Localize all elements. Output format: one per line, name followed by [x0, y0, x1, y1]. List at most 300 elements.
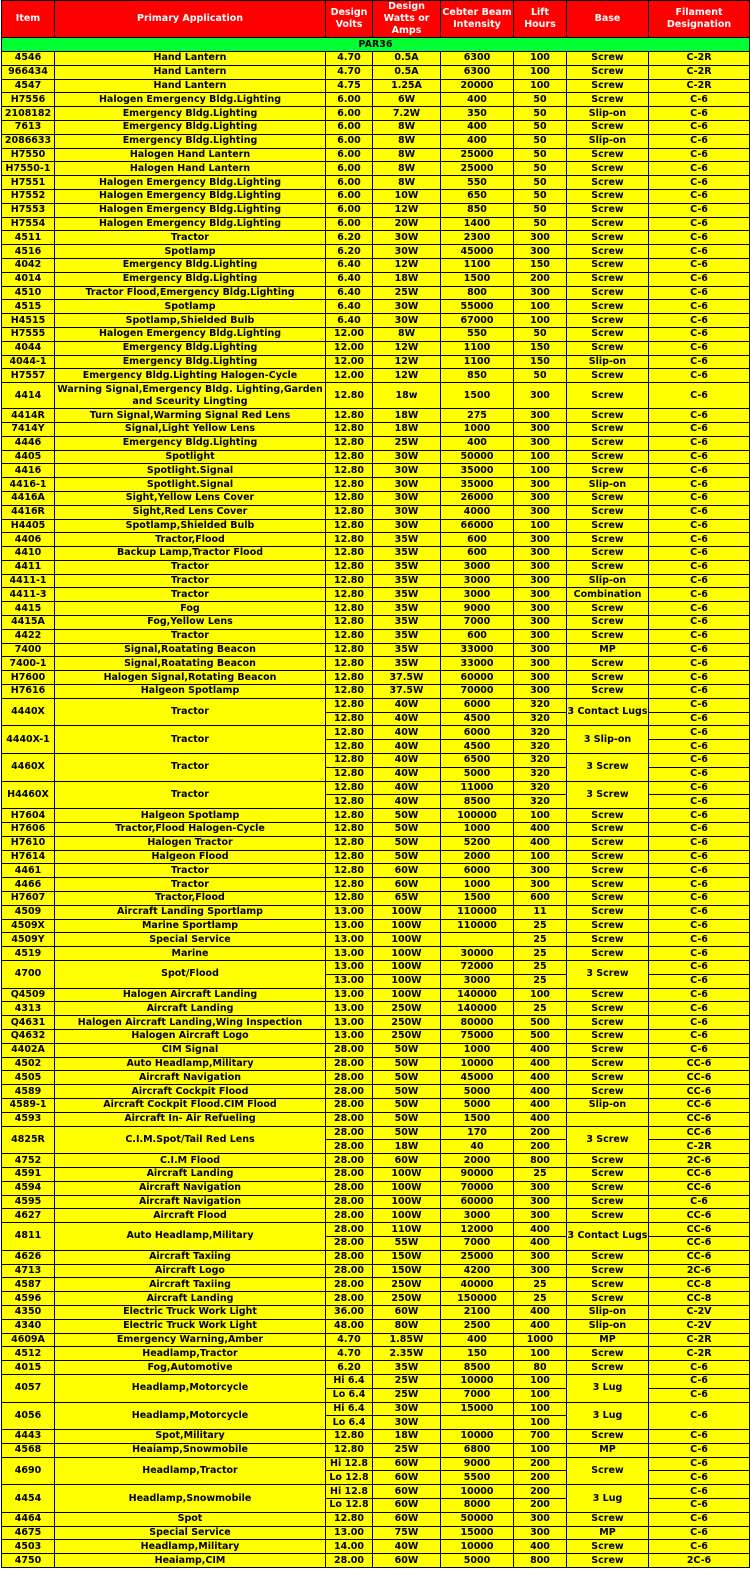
watts-cell: 60W: [373, 864, 441, 878]
item-cell: 4411-3: [2, 588, 55, 602]
item-cell: 4509: [2, 905, 55, 919]
watts-cell: 25W: [373, 1388, 441, 1402]
filament-cell: CC-6: [649, 1209, 750, 1223]
filament-cell: C-6: [649, 355, 750, 369]
table-row: [2, 1485, 750, 1499]
watts-cell: 20W: [373, 217, 441, 231]
intensity-cell: 3000: [441, 574, 514, 588]
base-cell: Screw: [567, 657, 649, 671]
header-filament: Filament Designation: [649, 1, 750, 38]
hours-cell: 25: [514, 1002, 567, 1016]
application-cell: Tractor: [55, 231, 326, 245]
item-cell: 4416: [2, 464, 55, 478]
item-cell: 4416R: [2, 505, 55, 519]
table-row: [2, 52, 750, 66]
item-cell: H7557: [2, 369, 55, 383]
volts-cell: 28.00: [326, 1085, 373, 1099]
table-row: [2, 919, 750, 933]
base-cell: Slip-on: [567, 355, 649, 369]
hours-cell: 80: [514, 1361, 567, 1375]
filament-cell: C-6: [649, 464, 750, 478]
table-row: [2, 850, 750, 864]
intensity-cell: 1500: [441, 383, 514, 409]
item-cell: 4440X-1: [2, 726, 55, 754]
volts-cell: 12.80: [326, 698, 373, 712]
filament-cell: C-6: [649, 643, 750, 657]
watts-cell: 50W: [373, 809, 441, 823]
application-cell: Aircraft Taxiing: [55, 1278, 326, 1292]
intensity-cell: 35000: [441, 464, 514, 478]
base-cell: Screw: [567, 1071, 649, 1085]
table-row: [2, 286, 750, 300]
application-cell: Spotlight.Signal: [55, 478, 326, 492]
filament-cell: 2C-6: [649, 1264, 750, 1278]
item-cell: H7606: [2, 823, 55, 837]
table-row: [2, 1098, 750, 1112]
table-row: [2, 1374, 750, 1388]
item-cell: 4503: [2, 1540, 55, 1554]
item-cell: 4405: [2, 450, 55, 464]
application-cell: Marine Sportlamp: [55, 919, 326, 933]
application-cell: Tractor,Flood Halogen-Cycle: [55, 823, 326, 837]
application-cell: Headlamp,Snowmobile: [55, 1485, 326, 1513]
intensity-cell: 10000: [441, 1057, 514, 1071]
item-cell: 4505: [2, 1071, 55, 1085]
intensity-cell: 4200: [441, 1264, 514, 1278]
watts-cell: 30W: [373, 464, 441, 478]
hours-cell: 300: [514, 547, 567, 561]
base-cell: Screw: [567, 383, 649, 409]
item-cell: 4015: [2, 1361, 55, 1375]
application-cell: Emergency Bldg.Lighting: [55, 272, 326, 286]
table-row: [2, 148, 750, 162]
base-cell: Screw: [567, 809, 649, 823]
application-cell: Turn Signal,Warming Signal Red Lens: [55, 409, 326, 423]
filament-cell: C-6: [649, 547, 750, 561]
hours-cell: 500: [514, 1016, 567, 1030]
item-cell: 4811: [2, 1223, 55, 1251]
volts-cell: 6.40: [326, 314, 373, 328]
watts-cell: 100W: [373, 919, 441, 933]
item-cell: 2086633: [2, 134, 55, 148]
watts-cell: 30W: [373, 478, 441, 492]
base-cell: 3 Contact Lugs: [567, 698, 649, 726]
intensity-cell: 2100: [441, 1305, 514, 1319]
filament-cell: C-6: [649, 1499, 750, 1513]
hours-cell: 300: [514, 616, 567, 630]
application-cell: Hand Lantern: [55, 79, 326, 93]
volts-cell: 12.80: [326, 657, 373, 671]
item-cell: H7554: [2, 217, 55, 231]
application-cell: Aircraft Logo: [55, 1264, 326, 1278]
header-design-watts: Design Watts or Amps: [373, 1, 441, 38]
intensity-cell: 400: [441, 1333, 514, 1347]
filament-cell: C-6: [649, 767, 750, 781]
watts-cell: 8W: [373, 176, 441, 190]
header-base: Base: [567, 1, 649, 38]
item-cell: H4405: [2, 519, 55, 533]
hours-cell: 100: [514, 1374, 567, 1388]
hours-cell: 300: [514, 574, 567, 588]
volts-cell: 12.80: [326, 436, 373, 450]
application-cell: Emergency Bldg.Lighting: [55, 436, 326, 450]
volts-cell: 13.00: [326, 1002, 373, 1016]
application-cell: Heaiamp,Snowmobile: [55, 1443, 326, 1457]
watts-cell: 35W: [373, 547, 441, 561]
item-cell: 4044: [2, 341, 55, 355]
filament-cell: C-6: [649, 300, 750, 314]
volts-cell: 12.80: [326, 1512, 373, 1526]
intensity-cell: 850: [441, 203, 514, 217]
intensity-cell: 10000: [441, 1485, 514, 1499]
application-cell: Spotlight.Signal: [55, 464, 326, 478]
hours-cell: 100: [514, 450, 567, 464]
hours-cell: 700: [514, 1430, 567, 1444]
filament-cell: C-6: [649, 864, 750, 878]
base-cell: 3 Slip-on: [567, 726, 649, 754]
intensity-cell: 5000: [441, 1554, 514, 1568]
filament-cell: C-6: [649, 203, 750, 217]
volts-cell: 12.80: [326, 629, 373, 643]
volts-cell: 12.80: [326, 505, 373, 519]
filament-cell: C-6: [649, 491, 750, 505]
section-row: [2, 38, 750, 52]
hours-cell: 320: [514, 795, 567, 809]
watts-cell: 30W: [373, 231, 441, 245]
volts-cell: 12.00: [326, 355, 373, 369]
filament-cell: CC-6: [649, 1098, 750, 1112]
hours-cell: 300: [514, 685, 567, 699]
base-cell: Screw: [567, 547, 649, 561]
watts-cell: 40W: [373, 767, 441, 781]
volts-cell: Hi 6.4: [326, 1374, 373, 1388]
volts-cell: 12.80: [326, 850, 373, 864]
application-cell: Tractor: [55, 864, 326, 878]
intensity-cell: 70000: [441, 1181, 514, 1195]
volts-cell: 28.00: [326, 1098, 373, 1112]
filament-cell: C-6: [649, 519, 750, 533]
item-cell: H7550-1: [2, 162, 55, 176]
application-cell: Emergency Bldg.Lighting: [55, 355, 326, 369]
item-cell: 4593: [2, 1112, 55, 1126]
hours-cell: 400: [514, 1540, 567, 1554]
item-cell: 4547: [2, 79, 55, 93]
hours-cell: 150: [514, 341, 567, 355]
watts-cell: 8W: [373, 327, 441, 341]
filament-cell: C-6: [649, 1512, 750, 1526]
filament-cell: 2C-6: [649, 1554, 750, 1568]
intensity-cell: 1500: [441, 892, 514, 906]
filament-cell: CC-6: [649, 1223, 750, 1237]
table-row: [2, 905, 750, 919]
base-cell: MP: [567, 1443, 649, 1457]
filament-cell: C-6: [649, 1002, 750, 1016]
hours-cell: 50: [514, 189, 567, 203]
application-cell: Sight,Yellow Lens Cover: [55, 491, 326, 505]
watts-cell: 100W: [373, 961, 441, 975]
watts-cell: 50W: [373, 1085, 441, 1099]
intensity-cell: 40: [441, 1140, 514, 1154]
base-cell: 3 Lug: [567, 1485, 649, 1513]
hours-cell: 25: [514, 919, 567, 933]
item-cell: 4515: [2, 300, 55, 314]
hours-cell: 300: [514, 602, 567, 616]
table-row: [2, 93, 750, 107]
application-cell: Tractor: [55, 878, 326, 892]
watts-cell: 25W: [373, 1443, 441, 1457]
volts-cell: 48.00: [326, 1319, 373, 1333]
base-cell: Screw: [567, 65, 649, 79]
volts-cell: 12.80: [326, 616, 373, 630]
filament-cell: C-6: [649, 574, 750, 588]
base-cell: Slip-on: [567, 1319, 649, 1333]
filament-cell: C-6: [649, 231, 750, 245]
watts-cell: 30W: [373, 245, 441, 259]
watts-cell: 18W: [373, 272, 441, 286]
hours-cell: 50: [514, 327, 567, 341]
item-cell: 4596: [2, 1292, 55, 1306]
volts-cell: 12.80: [326, 878, 373, 892]
hours-cell: 320: [514, 712, 567, 726]
application-cell: Tractor Flood,Emergency Bldg.Lighting: [55, 286, 326, 300]
volts-cell: Lo 6.4: [326, 1416, 373, 1430]
table-row: [2, 464, 750, 478]
watts-cell: 35W: [373, 533, 441, 547]
filament-cell: C-6: [649, 560, 750, 574]
intensity-cell: 90000: [441, 1167, 514, 1181]
hours-cell: 300: [514, 436, 567, 450]
item-cell: 4466: [2, 878, 55, 892]
table-row: [2, 1554, 750, 1568]
intensity-cell: 25000: [441, 1250, 514, 1264]
table-row: [2, 436, 750, 450]
base-cell: Screw: [567, 519, 649, 533]
watts-cell: 150W: [373, 1250, 441, 1264]
hours-cell: 400: [514, 1305, 567, 1319]
volts-cell: 12.80: [326, 864, 373, 878]
application-cell: Tractor: [55, 781, 326, 809]
table-row: [2, 369, 750, 383]
intensity-cell: 2300: [441, 231, 514, 245]
volts-cell: 14.00: [326, 1540, 373, 1554]
hours-cell: 50: [514, 203, 567, 217]
hours-cell: 320: [514, 740, 567, 754]
filament-cell: C-6: [649, 988, 750, 1002]
base-cell: Screw: [567, 1002, 649, 1016]
filament-cell: C-6: [649, 1540, 750, 1554]
intensity-cell: 1100: [441, 355, 514, 369]
application-cell: Aircraft Flood: [55, 1209, 326, 1223]
filament-cell: CC-6: [649, 1126, 750, 1140]
table-row: [2, 65, 750, 79]
volts-cell: 12.80: [326, 602, 373, 616]
hours-cell: 800: [514, 1554, 567, 1568]
watts-cell: 0.5A: [373, 65, 441, 79]
base-cell: Screw: [567, 685, 649, 699]
table-row: [2, 314, 750, 328]
filament-cell: CC-6: [649, 1112, 750, 1126]
item-cell: 4502: [2, 1057, 55, 1071]
volts-cell: 12.80: [326, 740, 373, 754]
item-cell: 4044-1: [2, 355, 55, 369]
base-cell: Screw: [567, 409, 649, 423]
volts-cell: 6.00: [326, 162, 373, 176]
filament-cell: C-6: [649, 892, 750, 906]
volts-cell: 4.70: [326, 65, 373, 79]
hours-cell: 25: [514, 961, 567, 975]
item-cell: H7556: [2, 93, 55, 107]
application-cell: Emergency Bldg.Lighting: [55, 107, 326, 121]
filament-cell: C-6: [649, 120, 750, 134]
application-cell: Signal,Light Yellow Lens: [55, 422, 326, 436]
hours-cell: 320: [514, 767, 567, 781]
filament-cell: C-6: [649, 533, 750, 547]
intensity-cell: 10000: [441, 1430, 514, 1444]
hours-cell: 500: [514, 1029, 567, 1043]
table-row: [2, 726, 750, 740]
base-cell: Screw: [567, 947, 649, 961]
watts-cell: 50W: [373, 1126, 441, 1140]
table-row: [2, 657, 750, 671]
item-cell: 4422: [2, 629, 55, 643]
table-row: [2, 754, 750, 768]
volts-cell: 12.80: [326, 383, 373, 409]
volts-cell: 6.20: [326, 231, 373, 245]
application-cell: Warning Signal,Emergency Bldg. Lighting,Garden and Sceurity Lingting: [55, 383, 326, 409]
filament-cell: CC-8: [649, 1278, 750, 1292]
base-cell: Screw: [567, 850, 649, 864]
base-cell: Slip-on: [567, 107, 649, 121]
hours-cell: 600: [514, 892, 567, 906]
intensity-cell: 150000: [441, 1292, 514, 1306]
volts-cell: 6.20: [326, 245, 373, 259]
table-row: [2, 643, 750, 657]
intensity-cell: 1400: [441, 217, 514, 231]
application-cell: Aircraft Taxiing: [55, 1250, 326, 1264]
watts-cell: 100W: [373, 1167, 441, 1181]
item-cell: 4454: [2, 1485, 55, 1513]
table-row: [2, 217, 750, 231]
watts-cell: 25W: [373, 436, 441, 450]
filament-cell: C-6: [649, 616, 750, 630]
filament-cell: C-6: [649, 1388, 750, 1402]
item-cell: Q4509: [2, 988, 55, 1002]
volts-cell: 12.80: [326, 823, 373, 837]
filament-cell: C-6: [649, 409, 750, 423]
application-cell: Halogen Aircraft Landing: [55, 988, 326, 1002]
watts-cell: 12W: [373, 341, 441, 355]
application-cell: Aircraft Landing: [55, 1002, 326, 1016]
item-cell: 4589: [2, 1085, 55, 1099]
table-row: [2, 176, 750, 190]
intensity-cell: 2000: [441, 1154, 514, 1168]
watts-cell: 60W: [373, 1512, 441, 1526]
base-cell: Screw: [567, 864, 649, 878]
filament-cell: C-2R: [649, 65, 750, 79]
application-cell: Special Service: [55, 933, 326, 947]
application-cell: Emergency Bldg.Lighting: [55, 258, 326, 272]
hours-cell: 200: [514, 1126, 567, 1140]
watts-cell: 12W: [373, 369, 441, 383]
hours-cell: 300: [514, 588, 567, 602]
table-row: [2, 685, 750, 699]
base-cell: Screw: [567, 1029, 649, 1043]
filament-cell: C-6: [649, 1485, 750, 1499]
watts-cell: 35W: [373, 602, 441, 616]
hours-cell: 320: [514, 754, 567, 768]
intensity-cell: 80000: [441, 1016, 514, 1030]
table-row: [2, 1347, 750, 1361]
application-cell: Emergency Bldg.Lighting: [55, 341, 326, 355]
hours-cell: 300: [514, 422, 567, 436]
watts-cell: 80W: [373, 1319, 441, 1333]
watts-cell: 60W: [373, 1305, 441, 1319]
filament-cell: C-6: [649, 286, 750, 300]
watts-cell: 65W: [373, 892, 441, 906]
intensity-cell: 140000: [441, 1002, 514, 1016]
base-cell: Screw: [567, 1043, 649, 1057]
filament-cell: C-6: [649, 974, 750, 988]
hours-cell: 25: [514, 1292, 567, 1306]
intensity-cell: 11000: [441, 781, 514, 795]
application-cell: Aircraft Landing: [55, 1167, 326, 1181]
table-row: [2, 1333, 750, 1347]
watts-cell: 60W: [373, 1485, 441, 1499]
watts-cell: 12W: [373, 355, 441, 369]
hours-cell: 300: [514, 643, 567, 657]
watts-cell: 8W: [373, 148, 441, 162]
base-cell: Screw: [567, 1292, 649, 1306]
watts-cell: 1.85W: [373, 1333, 441, 1347]
hours-cell: 25: [514, 947, 567, 961]
intensity-cell: 400: [441, 93, 514, 107]
watts-cell: 40W: [373, 754, 441, 768]
watts-cell: 60W: [373, 1554, 441, 1568]
base-cell: 3 Lug: [567, 1374, 649, 1402]
filament-cell: C-6: [649, 478, 750, 492]
volts-cell: 28.00: [326, 1071, 373, 1085]
volts-cell: 12.80: [326, 533, 373, 547]
base-cell: MP: [567, 643, 649, 657]
intensity-cell: 4500: [441, 712, 514, 726]
watts-cell: 100W: [373, 1181, 441, 1195]
base-cell: Screw: [567, 533, 649, 547]
volts-cell: 28.00: [326, 1057, 373, 1071]
watts-cell: 40W: [373, 740, 441, 754]
base-cell: Screw: [567, 422, 649, 436]
base-cell: Screw: [567, 905, 649, 919]
application-cell: Electric Truck Work Light: [55, 1319, 326, 1333]
volts-cell: 28.00: [326, 1250, 373, 1264]
table-row: [2, 1126, 750, 1140]
intensity-cell: 400: [441, 120, 514, 134]
application-cell: Aircraft Navigation: [55, 1195, 326, 1209]
watts-cell: 250W: [373, 1292, 441, 1306]
item-cell: 4594: [2, 1181, 55, 1195]
item-cell: 4509Y: [2, 933, 55, 947]
item-cell: 4440X: [2, 698, 55, 726]
application-cell: Heaiamp,CIM: [55, 1554, 326, 1568]
watts-cell: 35W: [373, 629, 441, 643]
table-row: [2, 1361, 750, 1375]
hours-cell: 300: [514, 629, 567, 643]
filament-cell: C-6: [649, 850, 750, 864]
intensity-cell: 3000: [441, 560, 514, 574]
intensity-cell: 110000: [441, 905, 514, 919]
item-cell: 4713: [2, 1264, 55, 1278]
hours-cell: 300: [514, 286, 567, 300]
hours-cell: 50: [514, 176, 567, 190]
